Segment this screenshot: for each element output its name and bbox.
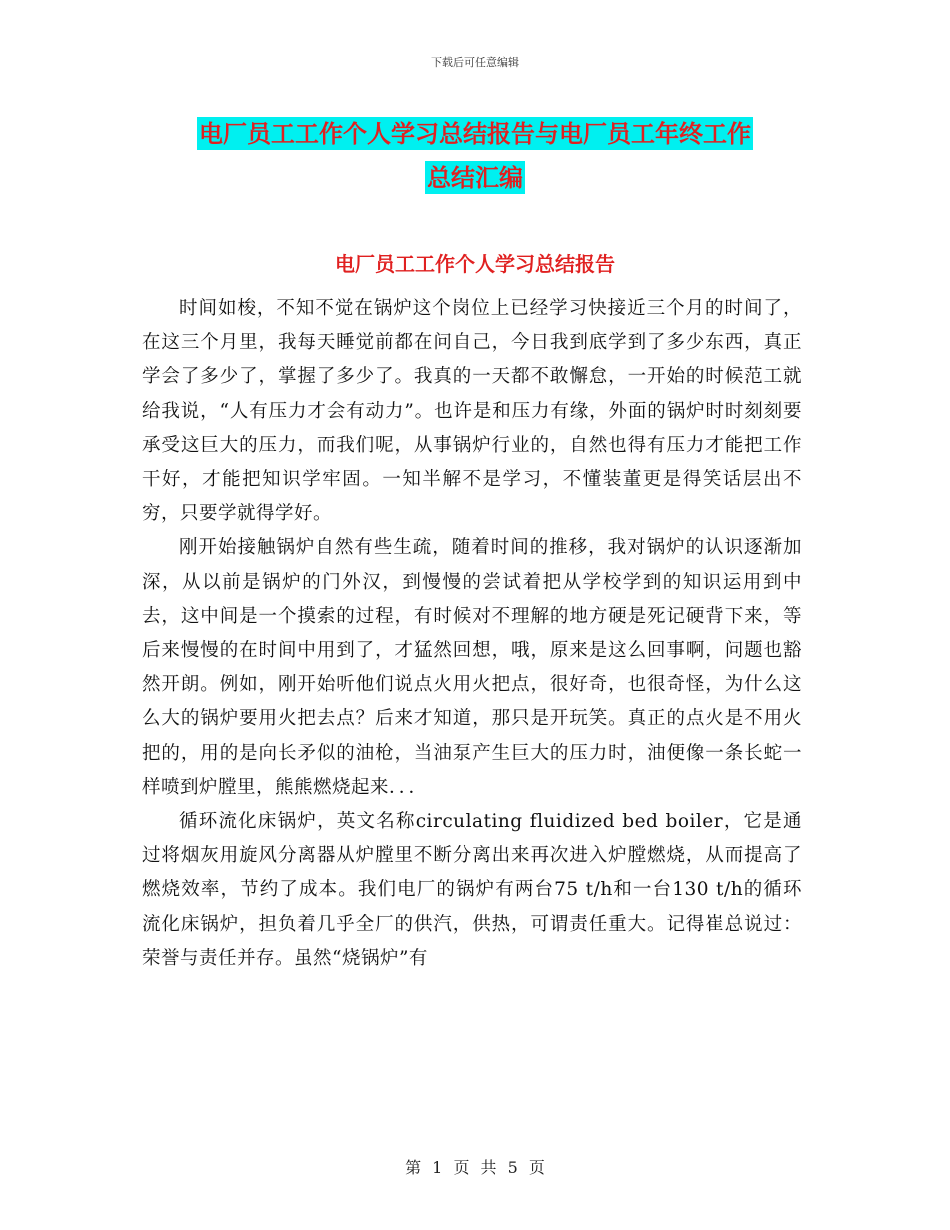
page-number: 第 1 页 共 5 页 <box>405 1158 545 1177</box>
document-title-line-2: 总结汇编 <box>427 163 523 192</box>
header-note: 下载后可任意编辑 <box>431 56 519 69</box>
body-text <box>142 292 802 976</box>
section-title: 电厂员工工作个人学习总结报告 <box>335 252 615 276</box>
document-title-line-1: 电厂员工工作个人学习总结报告与电厂员工年终工作 <box>199 119 751 148</box>
paragraph: 循环流化床锅炉，英文名称circulating fluidized bed boiler，它是通过将烟灰用旋风分离器从炉膛里不断分离出来再次进入炉膛燃烧，从而提高了燃烧效率，节约了成本。我们电厂的锅炉有两台75 t/h和一台130 t/h的循环流化床锅炉，担负着几乎全厂的供汽，供热，可谓责任重大。记得崔总说过：荣誉与责任并存。虽然“烧锅炉”有 <box>142 811 802 969</box>
paragraph: 时间如梭，不知不觉在锅炉这个岗位上已经学习快接近三个月的时间了，在这三个月里，我每天睡觉前都在问自己，今日我到底学到了多少东西，真正学会了多少了，掌握了多少了。我真的一天都不敢懈怠，一开始的时候范工就给我说，“人有压力才会有动力”。也许是和压力有缘，外面的锅炉时时刻刻要承受这巨大的压力，而我们呢，从事锅炉行业的，自然也得有压力才能把工作干好，才能把知识学牢固。一知半解不是学习，不懂装董更是得笑话层出不穷，只要学就得学好。 <box>142 298 802 525</box>
paragraph: 刚开始接触锅炉自然有些生疏，随着时间的推移，我对锅炉的认识逐渐加深，从以前是锅炉的门外汉，到慢慢的尝试着把从学校学到的知识运用到中去，这中间是一个摸索的过程，有时候对不理解的地方硬是死记硬背下来，等后来慢慢的在时间中用到了，才猛然回想，哦，原来是这么回事啊，问题也豁然开朗。例如，刚开始听他们说点火用火把点，很好奇，也很奇怪，为什么这么大的锅炉要用火把去点？后来才知道，那只是开玩笑。真正的点火是不用火把的，用的是向长矛似的油枪，当油泵产生巨大的压力时，油便像一条长蛇一样喷到炉膛里，熊熊燃烧起来．．． <box>142 537 802 798</box>
document-title <box>0 112 950 200</box>
